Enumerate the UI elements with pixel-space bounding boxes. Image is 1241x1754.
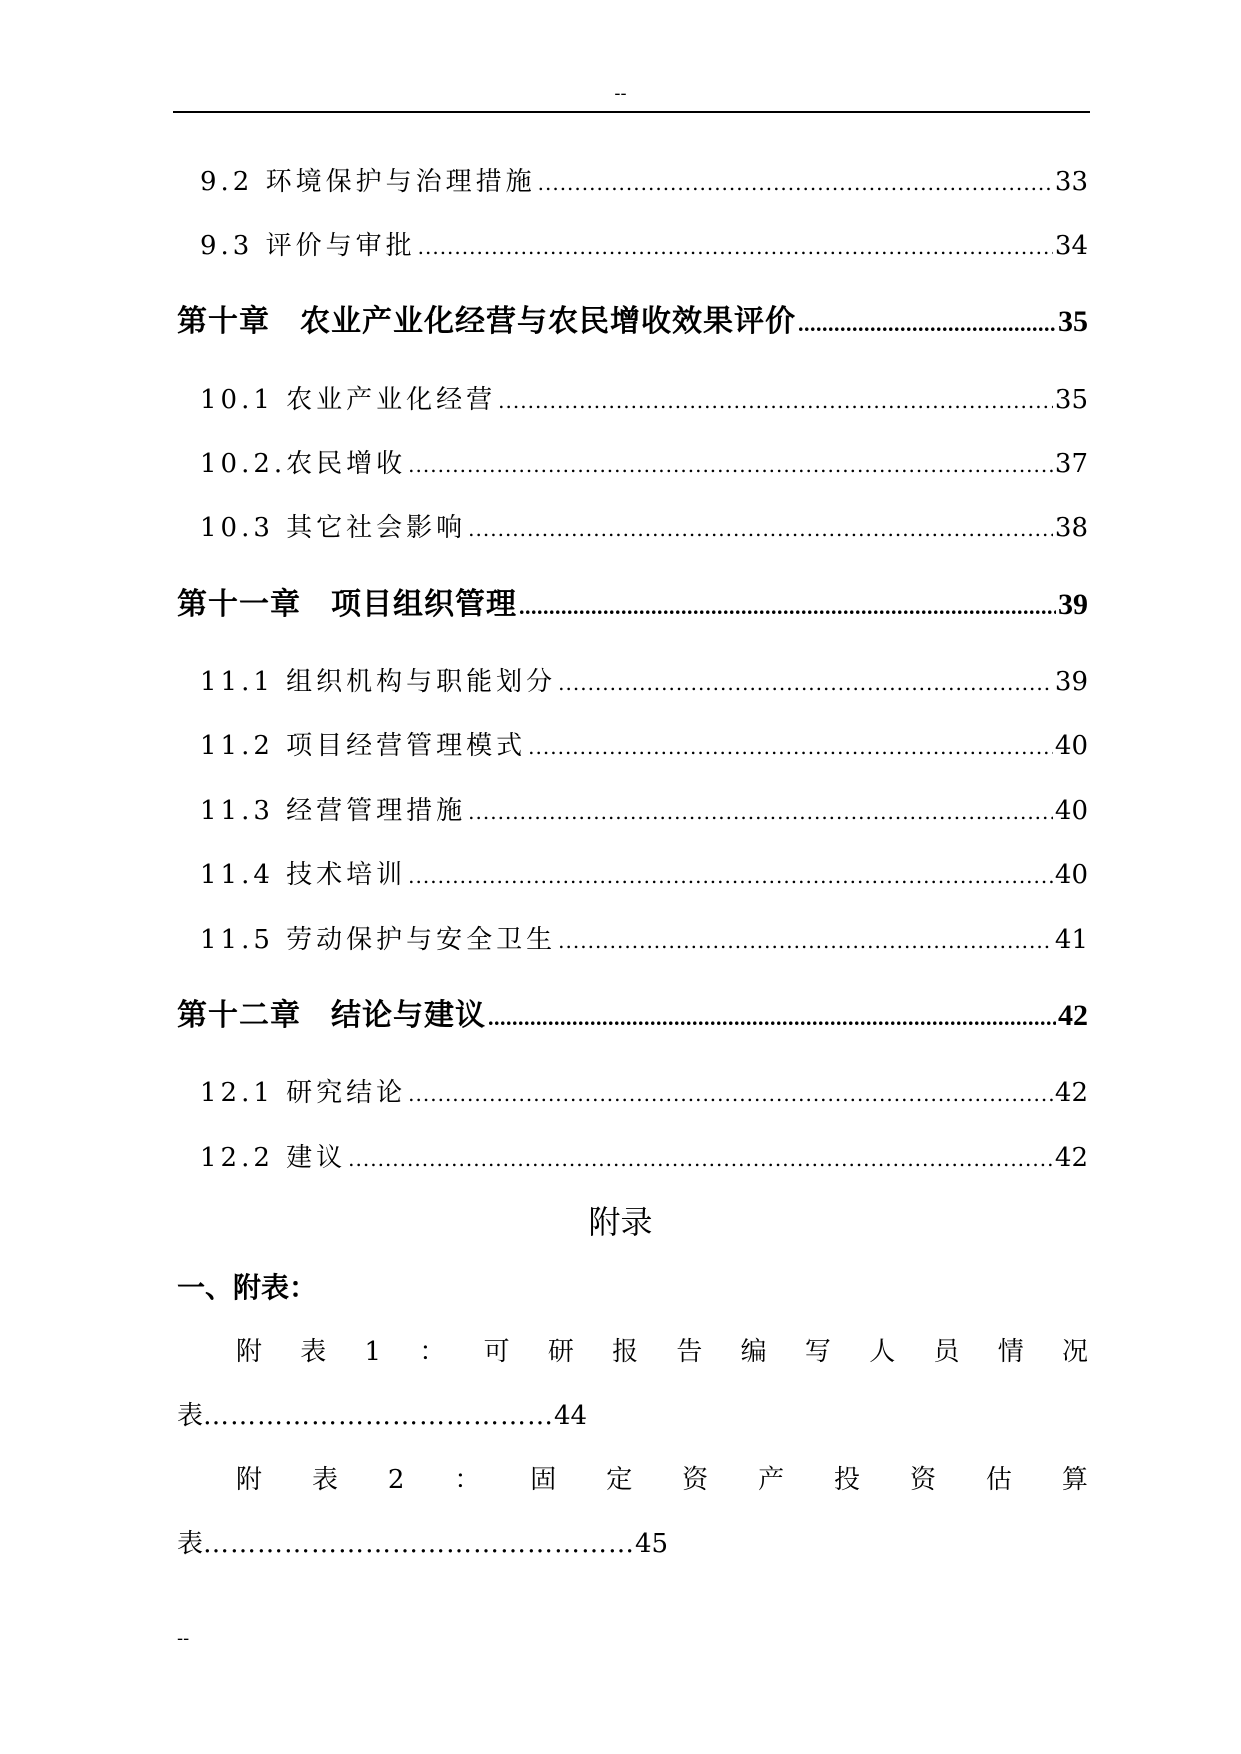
toc-entry-title: 11.5 劳动保护与安全卫生 (200, 925, 557, 955)
toc-entry-page: 33 (1054, 167, 1088, 197)
toc-leader-dots (408, 445, 1053, 485)
appendix-char: 固 (530, 1465, 557, 1495)
toc-entry-page: 41 (1054, 925, 1088, 955)
appendix-tail: 表 (177, 1529, 204, 1559)
toc-entry-page: 42 (1054, 1078, 1088, 1108)
appendix-table-2-line (177, 1460, 1088, 1500)
toc-chapter-number: 第十章 (177, 304, 270, 339)
toc-chapter-page: 39 (1058, 588, 1088, 621)
appendix-char: 资 (909, 1465, 936, 1495)
appendix-char: 情 (997, 1337, 1024, 1367)
appendix-char: 定 (606, 1465, 633, 1495)
toc-entry (200, 726, 1088, 767)
appendix-char: 人 (869, 1337, 896, 1367)
appendix-char: ： (419, 1337, 446, 1367)
toc-chapter-entry (177, 994, 1088, 1040)
appendix-char: 表 (311, 1465, 338, 1495)
toc-leader-dots (418, 227, 1053, 267)
toc-leader-dots (408, 856, 1053, 896)
toc-leader-dots (348, 1139, 1053, 1179)
toc-entry-page: 40 (1054, 796, 1088, 826)
appendix-char: 告 (676, 1337, 703, 1367)
toc-leader-dots (558, 663, 1053, 703)
appendix-char: 员 (933, 1337, 960, 1367)
toc-leader-dots (408, 1074, 1053, 1114)
toc-entry-title: 9.3 评价与审批 (200, 231, 416, 261)
toc-leader-dots (798, 302, 1056, 346)
toc-leader-dots (488, 996, 1056, 1040)
toc-entry (200, 444, 1088, 485)
appendix-tail: 表 (177, 1401, 204, 1431)
appendix-char: ： (454, 1465, 481, 1495)
appendix-char: 编 (740, 1337, 767, 1367)
toc-entry (200, 1138, 1088, 1179)
toc-chapter-name: 农业产业化经营与农民增收效果评价 (300, 304, 796, 339)
toc-entry-title: 10.1 农业产业化经营 (200, 385, 497, 415)
toc-leader-dots (468, 792, 1053, 832)
appendix-char: 表 (300, 1337, 327, 1367)
toc-entry (200, 920, 1088, 961)
appendix-char: 资 (682, 1465, 709, 1495)
toc-chapter-entry (177, 300, 1088, 346)
appendix-table-2-continuation (177, 1524, 668, 1564)
appendix-section-title: 一、附表： (177, 1271, 318, 1304)
toc-entry-page: 39 (1054, 667, 1088, 697)
toc-entry (200, 791, 1088, 832)
appendix-leader-dots: ………………………………… (203, 1401, 555, 1431)
toc-entry-title: 11.2 项目经营管理模式 (200, 731, 527, 761)
appendix-char: 估 (985, 1465, 1012, 1495)
toc-leader-dots (538, 163, 1053, 203)
toc-entry-title: 11.4 技术培训 (200, 860, 407, 890)
toc-chapter-number: 第十一章 (177, 587, 301, 622)
footer-mark: -- (177, 1628, 190, 1649)
toc-entry-title: 10.3 其它社会影响 (200, 513, 467, 543)
toc-entry-title: 12.1 研究结论 (200, 1078, 407, 1108)
toc-chapter-title (177, 300, 796, 344)
toc-leader-dots (519, 585, 1056, 629)
toc-entry-title: 12.2 建议 (200, 1143, 347, 1173)
toc-chapter-name: 项目组织管理 (331, 587, 517, 622)
appendix-char: 附 (236, 1465, 263, 1495)
appendix-char: 算 (1061, 1465, 1088, 1495)
toc-entry (200, 508, 1088, 549)
appendix-leader-dots: ………………………………………… (203, 1529, 636, 1559)
appendix-page: 45 (635, 1529, 669, 1559)
toc-chapter-title (177, 994, 486, 1038)
toc-entry-page: 40 (1054, 860, 1088, 890)
toc-entry-page: 40 (1054, 731, 1088, 761)
toc-chapter-name: 结论与建议 (331, 998, 486, 1033)
toc-entry (200, 1073, 1088, 1114)
toc-entry-page: 38 (1054, 513, 1088, 543)
toc-entry (200, 162, 1088, 203)
toc-chapter-page: 35 (1058, 305, 1088, 338)
appendix-table-1-continuation (177, 1396, 587, 1436)
toc-chapter-number: 第十二章 (177, 998, 301, 1033)
appendix-char: 可 (483, 1337, 510, 1367)
appendix-page: 44 (554, 1401, 588, 1431)
toc-chapter-page: 42 (1058, 999, 1088, 1032)
appendix-char: 2 (387, 1465, 405, 1495)
appendix-char: 1 (364, 1337, 382, 1367)
appendix-heading: 附录 (588, 1203, 653, 1241)
appendix-char: 投 (834, 1465, 861, 1495)
header-mark: -- (614, 83, 627, 104)
toc-entry-page: 35 (1054, 385, 1088, 415)
appendix-char: 写 (804, 1337, 831, 1367)
toc-chapter-entry (177, 583, 1088, 629)
toc-entry (200, 226, 1088, 267)
toc-entry-page: 34 (1054, 231, 1088, 261)
appendix-table-1-line (177, 1332, 1088, 1372)
toc-entry-title: 10.2.农民增收 (200, 449, 407, 479)
appendix-char: 附 (236, 1337, 263, 1367)
appendix-char: 况 (1061, 1337, 1088, 1367)
toc-entry (200, 855, 1088, 896)
toc-entry-title: 9.2 环境保护与治理措施 (200, 167, 536, 197)
toc-entry-title: 11.1 组织机构与职能划分 (200, 667, 557, 697)
toc-chapter-title (177, 583, 517, 627)
toc-entry-page: 42 (1054, 1143, 1088, 1173)
appendix-char: 产 (758, 1465, 785, 1495)
toc-leader-dots (498, 381, 1053, 421)
toc-entry (200, 380, 1088, 421)
toc-entry-title: 11.3 经营管理措施 (200, 796, 467, 826)
toc-entry-page: 37 (1054, 449, 1088, 479)
toc-leader-dots (528, 727, 1053, 767)
appendix-char: 研 (547, 1337, 574, 1367)
toc-leader-dots (468, 509, 1053, 549)
appendix-char: 报 (612, 1337, 639, 1367)
toc-entry (200, 662, 1088, 703)
toc-leader-dots (558, 921, 1053, 961)
